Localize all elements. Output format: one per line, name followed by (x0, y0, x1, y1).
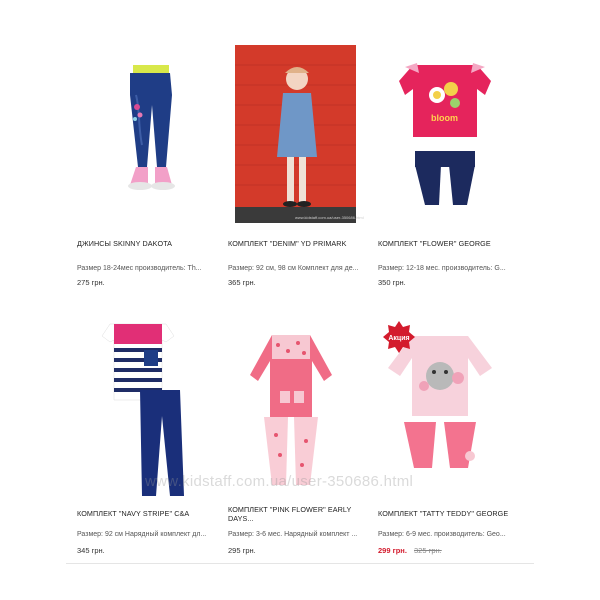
product-title[interactable]: КОМПЛЕКТ "FLOWER" GEORGE (378, 239, 491, 248)
product-price: 345 грн. (77, 546, 105, 555)
product-description: Размер: 92 см, 98 см Комплект для де... (228, 265, 359, 272)
product-title[interactable]: КОМПЛЕКТ "DENIM" YD PRIMARK (228, 239, 347, 248)
product-description: Размер: 6-9 мес. производитель: Geo... (378, 531, 506, 538)
watermark: www.kidstaff.com.ua/user-350686.html (145, 473, 414, 490)
sale-badge-label: Акция (388, 335, 410, 342)
photo-caption: www.kidstaff.com.ua/user-350686.html (295, 215, 364, 220)
product-image-denim-photo[interactable] (235, 45, 364, 223)
product-title[interactable]: КОМПЛЕКТ "NAVY STRIPE" C&A (77, 509, 190, 518)
product-description: Размер: 92 см Нарядный комплект дл... (77, 531, 207, 538)
divider (66, 563, 534, 564)
product-price: 295 грн. (228, 546, 256, 555)
product-price-old: 325 грн. (414, 546, 442, 555)
product-price: 350 грн. (378, 278, 406, 287)
product-price: 365 грн. (228, 278, 256, 287)
product-description: Размер 18-24мес производитель: Th... (77, 265, 202, 272)
product-description: Размер: 3-6 мес. Нарядный комплект ... (228, 531, 358, 538)
product-image-flower-set[interactable] (395, 55, 495, 215)
sale-badge-icon (383, 321, 415, 353)
product-image-pink-flower[interactable] (236, 325, 346, 490)
product-price-sale: 299 грн. (378, 546, 407, 555)
product-title[interactable]: КОМПЛЕКТ "PINK FLOWER" EARLY DAYS... (228, 505, 352, 523)
product-image-jeans[interactable] (100, 55, 190, 200)
product-description: Размер: 12-18 мес. производитель: G... (378, 265, 506, 272)
product-price: 275 грн. (77, 278, 105, 287)
product-title[interactable]: КОМПЛЕКТ "TATTY TEDDY" GEORGE (378, 509, 509, 518)
svg-text:bloom: bloom (431, 113, 458, 123)
product-title[interactable]: ДЖИНСЫ SKINNY DAKOTA (77, 239, 173, 248)
